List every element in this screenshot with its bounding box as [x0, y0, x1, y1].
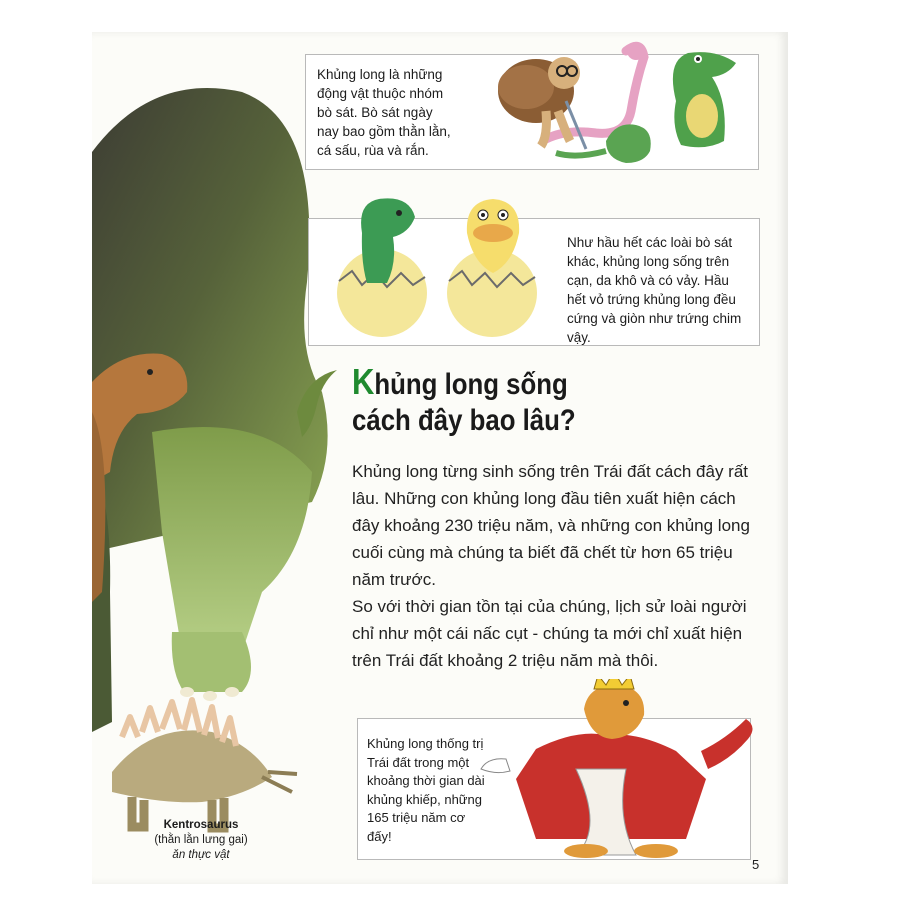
- eggs-info-box: [308, 218, 760, 346]
- body-text: [352, 458, 752, 674]
- king-text: Khủng long thống trị Trái đất trong một khoảng thời gian dài khủng khiếp, những 165 triệu năm cơ đấy!: [367, 736, 485, 844]
- hatching-eggs-illustration: [317, 193, 557, 339]
- body-paragraph-2: So với thời gian tồn tại của chúng, lịch sử loài người chỉ như một cái nấc cụt - chúng ta mới chỉ xuất hiện trên Trái đất khoảng 2 triệu năm mà thôi.: [352, 597, 747, 670]
- caption-diet: ăn thực vật: [172, 849, 230, 861]
- page-number: 5: [752, 857, 760, 872]
- dinosaur-king-illustration: [476, 679, 776, 859]
- reptiles-illustration: [466, 41, 756, 169]
- heading-line2: cách đây bao lâu?: [352, 404, 576, 437]
- reptiles-info-box: [305, 54, 759, 170]
- heading-line1: hủng long sống: [374, 368, 568, 401]
- king-info-box: [357, 718, 751, 860]
- heading-drop-cap: K: [352, 361, 375, 402]
- reptiles-text: Khủng long là những động vật thuộc nhóm bò sát. Bò sát ngày nay bao gồm thằn lằn, cá sấu, rùa và rắn.: [317, 67, 451, 158]
- kentrosaurus-illustration: [112, 700, 297, 828]
- eggs-text: Như hầu hết các loài bò sát khác, khủng long sống trên cạn, da khô và có vảy. Hầu hết vỏ trứng khủng long đều cứng và giòn như trứng chim vậy.: [567, 235, 742, 345]
- kentrosaurus-caption: [130, 818, 272, 863]
- section-heading: [352, 361, 696, 439]
- caption-name: Kentrosaurus: [163, 819, 239, 831]
- caption-alt-name: (thằn lằn lưng gai): [154, 834, 248, 846]
- body-paragraph-1: Khủng long từng sinh sống trên Trái đất cách đây rất lâu. Những con khủng long đầu tiên xuất hiện cách đây khoảng 230 triệu năm, và những con khủng long cuối cùng mà chúng ta biết đã chết từ hơn 65 triệu năm trước.: [352, 462, 750, 589]
